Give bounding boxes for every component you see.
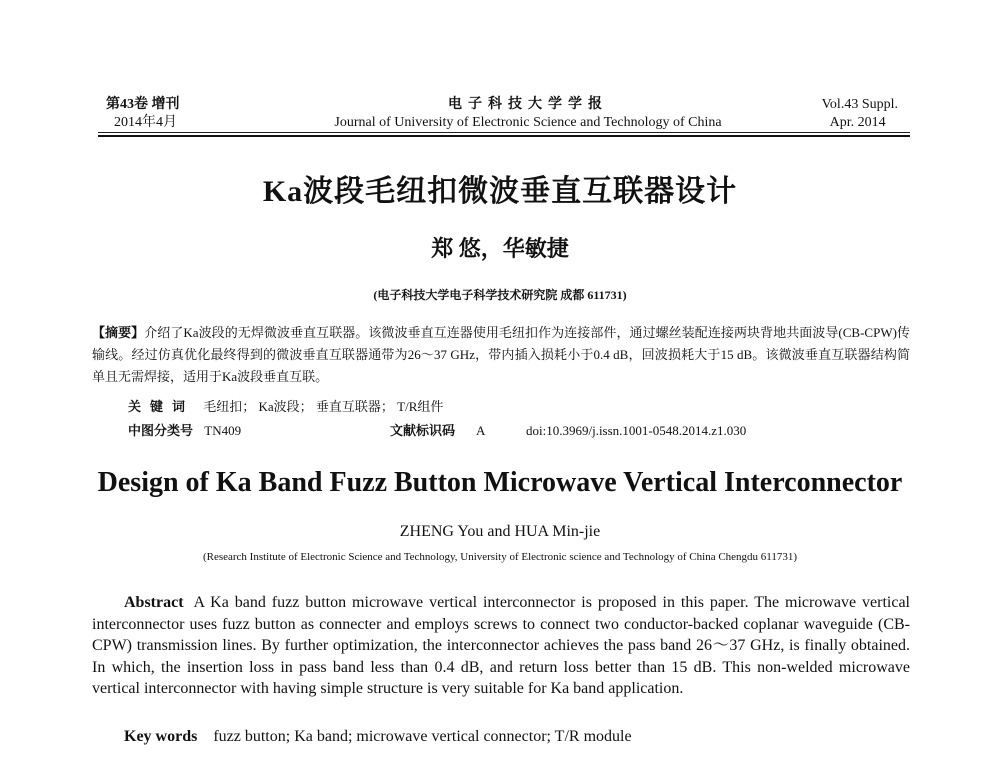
- chinese-title: Ka波段毛纽扣微波垂直互联器设计: [262, 175, 738, 208]
- publication-date-en: Apr. 2014: [829, 115, 886, 130]
- chinese-authors: 郑 悠，华敏捷: [431, 236, 569, 261]
- chinese-affiliation: (电子科技大学电子科学技术研究院 成都 611731): [373, 288, 627, 302]
- english-keywords: [124, 726, 632, 748]
- english-abstract: [92, 592, 910, 700]
- volume-info-en: [822, 96, 898, 132]
- classification-label: 中图分类号: [128, 423, 194, 438]
- journal-name-cn: 电子科技大学学报: [448, 97, 608, 112]
- english-keywords-label: Key words: [124, 728, 198, 745]
- chinese-abstract: [92, 322, 910, 388]
- journal-name-en: Journal of University of Electronic Science and Technology of China: [334, 115, 722, 130]
- english-title: Design of Ka Band Fuzz Button Microwave Vertical Interconnector: [97, 467, 903, 498]
- volume-issue: 第43卷 增刊: [106, 97, 180, 112]
- classification-row: [128, 420, 908, 442]
- volume-suppl: Vol.43 Suppl.: [821, 97, 898, 112]
- header-rule-thick: [98, 135, 910, 137]
- english-affiliation: (Research Institute of Electronic Science and Technology, University of Electronic science and Technology of China Chengdu 611731): [202, 551, 798, 563]
- english-abstract-text: A Ka band fuzz button microwave vertical interconnector is proposed in this paper. The microwave vertical interconnector uses fuzz button as connecter and employs screws to connect two conductor-backed coplanar waveguide (CB-CPW) transmission lines. By further optimization, the interconnector achieves the pass band 26～37 GHz, is finally obtained. In which, the insertion loss in pass band less than 0.4 dB, and return loss better than 15 dB. This non-welded microwave vertical interconnector with having simple structure is very suitable for Ka band application.: [92, 594, 911, 697]
- document-code-value: A: [476, 423, 486, 438]
- chinese-abstract-text: 介绍了Ka波段的无焊微波垂直互联器。该微波垂直互连器使用毛纽扣作为连接部件，通过螺丝装配连接两块背地共面波导(CB-CPW)传输线。经过仿真优化最终得到的微波垂直互联器通带为26～37 GHz，带内插入损耗小于0.4 dB，回波损耗大于15 dB。该微波垂直互联器结构简单且无需焊接，适用于Ka波段垂直互联。: [92, 325, 910, 384]
- english-authors: ZHENG You and HUA Min-jie: [399, 523, 601, 540]
- chinese-keywords-label: 关键词: [128, 399, 195, 414]
- english-keywords-text: fuzz button; Ka band; microwave vertical connector; T/R module: [213, 728, 632, 745]
- publication-date-cn: 2014年4月: [114, 115, 177, 130]
- document-code-label: 文献标识码: [390, 423, 456, 438]
- volume-info: [106, 96, 180, 132]
- header-rule-thin: [98, 132, 910, 133]
- classification-value: TN409: [204, 423, 242, 438]
- chinese-keywords: [128, 396, 443, 418]
- chinese-keywords-text: 毛纽扣； Ka波段； 垂直互联器； T/R组件: [203, 399, 444, 414]
- journal-header: [98, 88, 910, 140]
- english-abstract-label: Abstract: [124, 594, 184, 611]
- chinese-abstract-label: 【摘要】: [92, 325, 145, 340]
- journal-name: [258, 96, 798, 132]
- doi: doi:10.3969/j.issn.1001-0548.2014.z1.030: [526, 423, 747, 438]
